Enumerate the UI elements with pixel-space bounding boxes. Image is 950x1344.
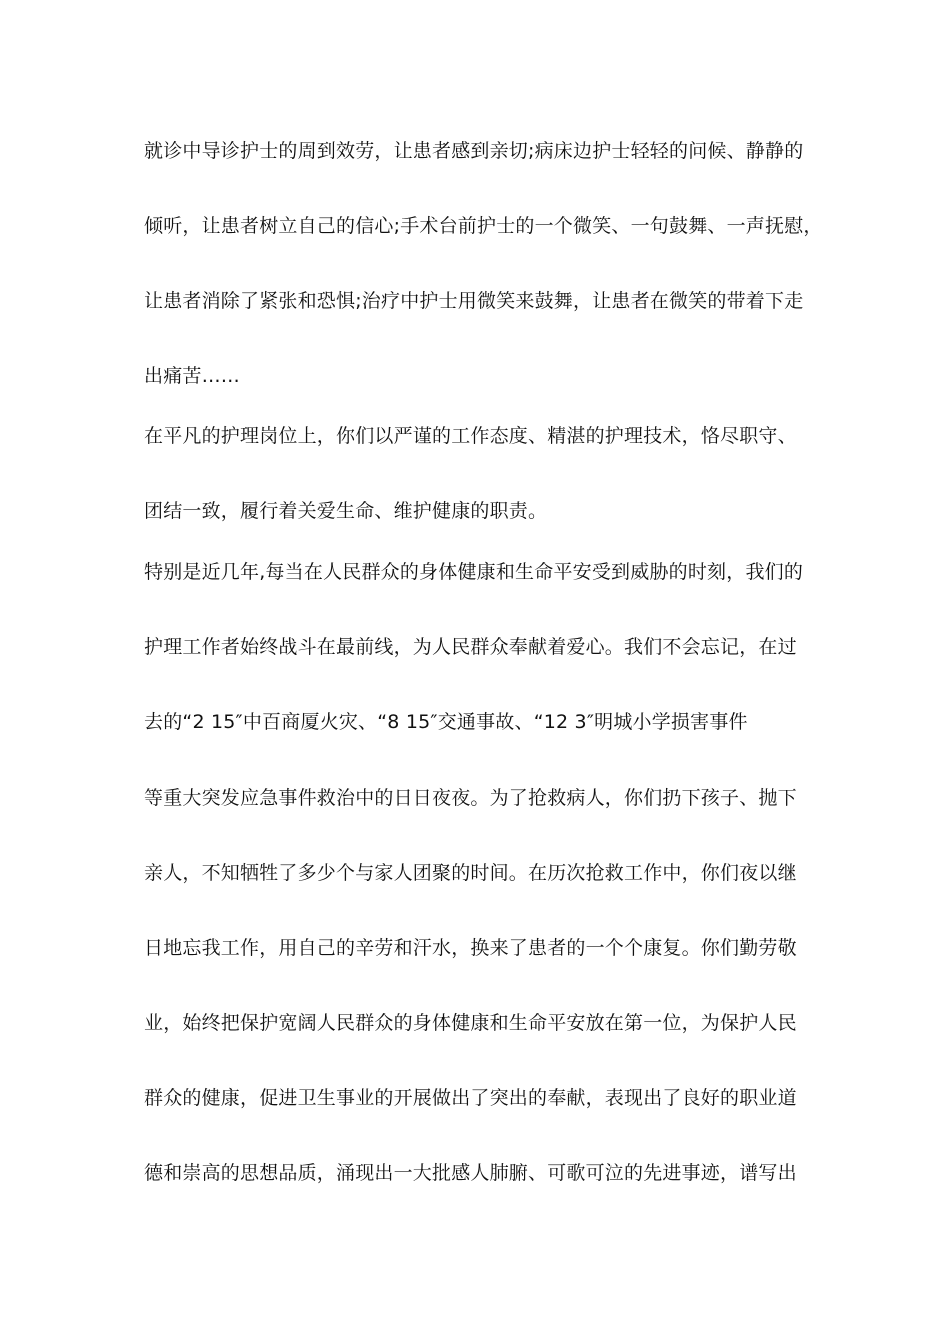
text-line: 出痛苦…… [144,365,241,387]
text-line: 日地忘我工作，用自己的辛劳和汗水，换来了患者的一个个康复。你们勤劳敬 [144,937,797,959]
text-line: 德和崇高的思想品质，涌现出一大批感人肺腑、可歌可泣的先进事迹，谱写出 [144,1162,797,1184]
text-line: 特别是近几年,每当在人民群众的身体健康和生命平安受到威胁的时刻，我们的 [144,561,804,583]
text-line: 去的“2 15″中百商厦火灾、“8 15″交通事故、“12 3″明城小学损害事件 [144,711,748,733]
text-line: 护理工作者始终战斗在最前线，为人民群众奉献着爱心。我们不会忘记，在过 [144,636,797,658]
text-line: 团结一致，履行着关爱生命、维护健康的职责。 [144,500,548,522]
text-line: 等重大突发应急事件救治中的日日夜夜。为了抢救病人，你们扔下孩子、抛下 [144,787,797,809]
text-line: 在平凡的护理岗位上，你们以严谨的工作态度、精湛的护理技术，恪尽职守、 [144,425,797,447]
text-line: 倾听，让患者树立自己的信心;手术台前护士的一个微笑、一句鼓舞、一声抚慰， [144,215,823,237]
text-line: 就诊中导诊护士的周到效劳，让患者感到亲切;病床边护士轻轻的问候、静静的 [144,140,804,162]
text-line: 亲人，不知牺牲了多少个与家人团聚的时间。在历次抢救工作中，你们夜以继 [144,862,797,884]
text-line: 业，始终把保护宽阔人民群众的身体健康和生命平安放在第一位，为保护人民 [144,1012,797,1034]
text-line: 群众的健康，促进卫生事业的开展做出了突出的奉献，表现出了良好的职业道 [144,1087,797,1109]
text-line: 让患者消除了紧张和恐惧;治疗中护士用微笑来鼓舞，让患者在微笑的带着下走 [144,290,804,312]
